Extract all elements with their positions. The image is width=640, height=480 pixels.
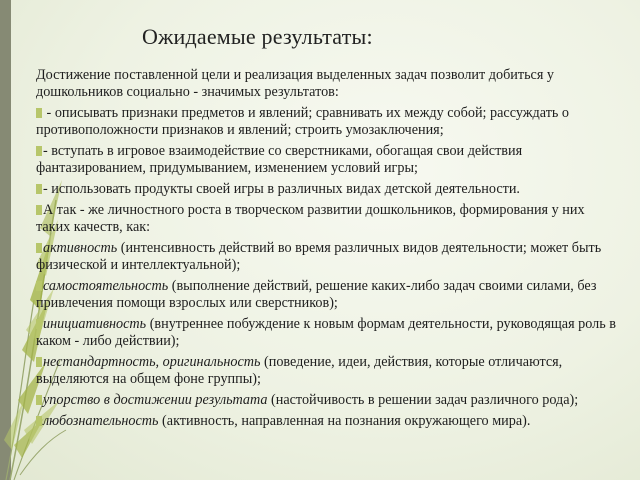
bullet-marker-icon xyxy=(36,281,42,291)
slide-title: Ожидаемые результаты: xyxy=(142,24,373,49)
quality-term: упорство в достижении результата xyxy=(43,392,268,408)
bullet-marker-icon xyxy=(36,146,42,156)
bullet-marker-icon xyxy=(36,395,42,405)
bullet-marker-icon xyxy=(36,243,42,253)
bullet-marker-icon xyxy=(36,184,42,194)
quality-term: инициативность xyxy=(43,316,147,332)
quality-item xyxy=(36,278,622,312)
quality-term: самостоятельность xyxy=(43,278,169,294)
quality-item xyxy=(36,316,622,350)
quality-term: активность xyxy=(43,240,118,256)
quality-item xyxy=(36,413,622,430)
quality-description: (настойчивость в решении задач различного рода); xyxy=(267,392,579,408)
bullet-item: - вступать в игровое взаимодействие со сверстниками, обогащая свои действия фантазированием, придумыванием, изменением условий игры; xyxy=(36,143,523,176)
quality-description: (внутреннее побуждение к новым формам деятельности, руководящая роль в каком - либо действии); xyxy=(36,316,616,349)
bullet-marker-icon xyxy=(36,205,42,215)
quality-term: любознательность xyxy=(43,413,159,429)
quality-term: нестандартность, оригинальность xyxy=(43,354,261,370)
quality-description: (выполнение действий, решение каких-либо задач своими силами, без привлечения помощи взрослых или сверстников); xyxy=(36,278,597,311)
bullet-marker-icon xyxy=(36,108,42,118)
quality-description: (поведение, идеи, действия, которые отличаются, выделяются на общем фоне группы); xyxy=(36,354,563,387)
quality-description: (интенсивность действий во время различных видов деятельности; может быть физической и интеллектуальной); xyxy=(36,240,602,273)
bullet-item: - использовать продукты своей игры в различных видах детской деятельности. xyxy=(36,181,622,198)
quality-item xyxy=(36,240,622,274)
bullet-item: А так - же личностного роста в творческом развитии дошкольников, формирования у них таких качеств, как: xyxy=(36,202,585,235)
intro-paragraph: Достижение поставленной цели и реализация выделенных задач позволит добиться у дошкольников социально - значимых результатов: xyxy=(36,67,555,100)
quality-item xyxy=(36,392,622,409)
quality-item xyxy=(36,354,622,388)
quality-description: (активность, направленная на познания окружающего мира). xyxy=(158,413,531,429)
bullet-marker-icon xyxy=(36,416,42,426)
bullet-item: - описывать признаки предметов и явлений; сравнивать их между собой; рассуждать о противоположности признаков и явлений; строить умозаключения; xyxy=(36,105,570,138)
bullet-marker-icon xyxy=(36,319,42,329)
slide-content xyxy=(36,67,622,434)
bullet-marker-icon xyxy=(36,357,42,367)
